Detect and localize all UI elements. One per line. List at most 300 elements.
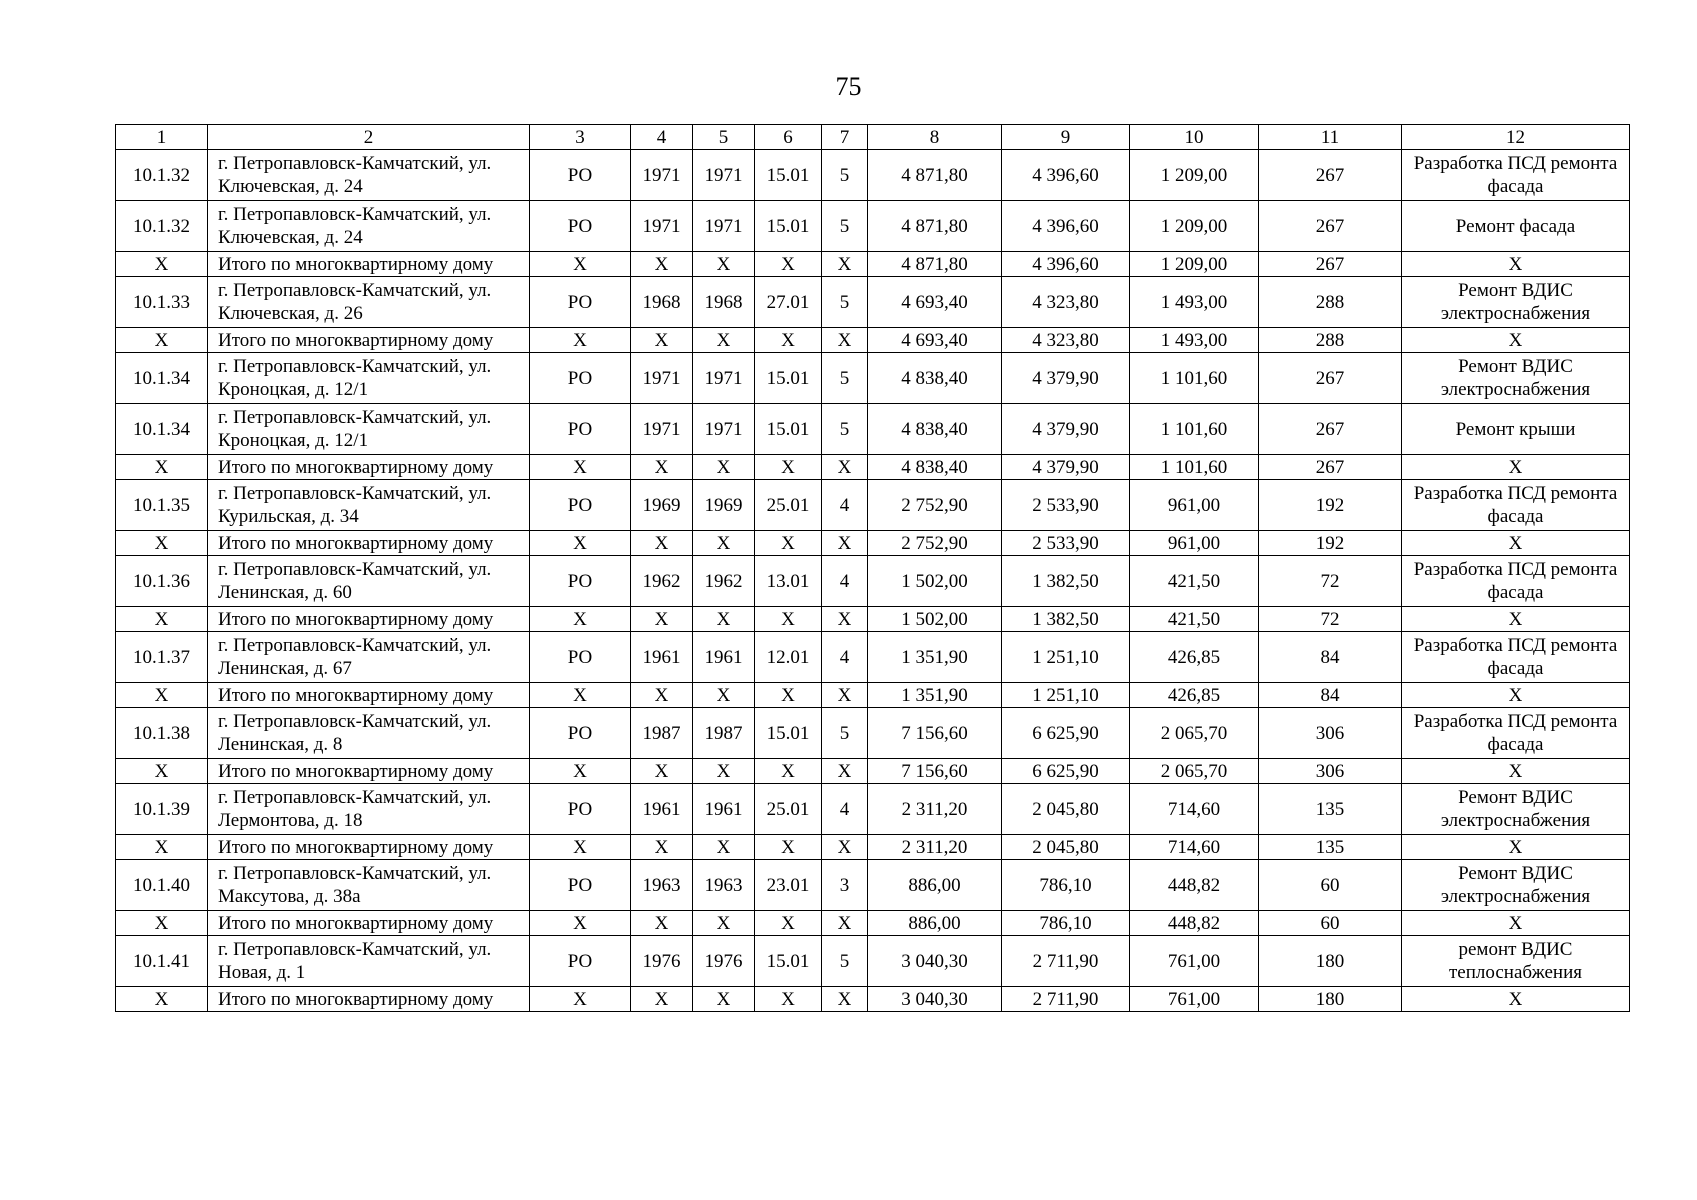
col-total-area-cell: 4 838,40 <box>868 404 1002 455</box>
col-floors-cell: Х <box>822 911 868 936</box>
col-residential-area-cell: 1 101,60 <box>1130 455 1259 480</box>
col-floors-cell: Х <box>822 987 868 1012</box>
col-commission-year-cell: Х <box>693 455 755 480</box>
col-owner-cell: Х <box>530 987 631 1012</box>
col-built-year-cell: Х <box>631 911 693 936</box>
col-wall-code-cell: Х <box>755 328 822 353</box>
table-row <box>116 404 1630 455</box>
col-row-code-cell: Х <box>116 835 208 860</box>
total-row <box>116 759 1630 784</box>
col-residential-area-cell: 761,00 <box>1130 987 1259 1012</box>
col-address-cell: г. Петропавловск-Камчатский, ул. Ключевская, д. 26 <box>208 277 530 328</box>
col-total-area-cell: 2 752,90 <box>868 480 1002 531</box>
col-residents-cell: 288 <box>1259 328 1402 353</box>
col-total-area-cell: 4 871,80 <box>868 252 1002 277</box>
col-address-cell: г. Петропавловск-Камчатский, ул. Ленинская, д. 8 <box>208 708 530 759</box>
col-wall-code-cell: Х <box>755 607 822 632</box>
col-floors-cell: Х <box>822 835 868 860</box>
col-address-cell: Итого по многоквартирному дому <box>208 607 530 632</box>
col-commission-year-cell: 1969 <box>693 480 755 531</box>
col-floors-cell: Х <box>822 252 868 277</box>
total-row <box>116 328 1630 353</box>
col-residents-cell: 60 <box>1259 911 1402 936</box>
col-residential-area-cell: 421,50 <box>1130 607 1259 632</box>
col-commission-year-cell: 1968 <box>693 277 755 328</box>
col-address-cell: г. Петропавловск-Камчатский, ул. Ключевская, д. 24 <box>208 201 530 252</box>
table-row <box>116 150 1630 201</box>
column-number-11: 11 <box>1259 125 1402 150</box>
col-owner-cell: РО <box>530 632 631 683</box>
col-row-code-cell: 10.1.34 <box>116 404 208 455</box>
col-premises-area-cell: 2 711,90 <box>1002 987 1130 1012</box>
col-owner-cell: Х <box>530 328 631 353</box>
col-residential-area-cell: 1 101,60 <box>1130 353 1259 404</box>
table-body <box>116 150 1630 1012</box>
col-row-code-cell: Х <box>116 455 208 480</box>
col-commission-year-cell: Х <box>693 607 755 632</box>
col-premises-area-cell: 2 711,90 <box>1002 936 1130 987</box>
col-work-type-cell: Разработка ПСД ремонта фасада <box>1402 480 1630 531</box>
total-row <box>116 683 1630 708</box>
col-commission-year-cell: Х <box>693 911 755 936</box>
column-number-1: 1 <box>116 125 208 150</box>
column-number-row <box>116 125 1630 150</box>
col-total-area-cell: 1 502,00 <box>868 607 1002 632</box>
col-row-code-cell: Х <box>116 987 208 1012</box>
col-row-code-cell: Х <box>116 531 208 556</box>
col-row-code-cell: 10.1.32 <box>116 150 208 201</box>
col-premises-area-cell: 1 382,50 <box>1002 556 1130 607</box>
col-floors-cell: 5 <box>822 150 868 201</box>
col-row-code-cell: Х <box>116 328 208 353</box>
col-address-cell: г. Петропавловск-Камчатский, ул. Ленинская, д. 60 <box>208 556 530 607</box>
col-owner-cell: РО <box>530 150 631 201</box>
col-residents-cell: 60 <box>1259 860 1402 911</box>
col-built-year-cell: 1976 <box>631 936 693 987</box>
col-built-year-cell: Х <box>631 328 693 353</box>
col-floors-cell: Х <box>822 683 868 708</box>
col-built-year-cell: 1971 <box>631 404 693 455</box>
col-total-area-cell: 7 156,60 <box>868 708 1002 759</box>
col-commission-year-cell: 1961 <box>693 784 755 835</box>
registry-table <box>115 124 1630 1012</box>
col-wall-code-cell: 13.01 <box>755 556 822 607</box>
col-work-type-cell: Х <box>1402 607 1630 632</box>
table-row <box>116 556 1630 607</box>
col-premises-area-cell: 4 379,90 <box>1002 353 1130 404</box>
col-wall-code-cell: 23.01 <box>755 860 822 911</box>
col-row-code-cell: Х <box>116 252 208 277</box>
col-residents-cell: 135 <box>1259 835 1402 860</box>
col-commission-year-cell: 1963 <box>693 860 755 911</box>
col-residential-area-cell: 1 493,00 <box>1130 277 1259 328</box>
col-built-year-cell: Х <box>631 531 693 556</box>
col-floors-cell: Х <box>822 328 868 353</box>
col-address-cell: Итого по многоквартирному дому <box>208 252 530 277</box>
col-row-code-cell: 10.1.40 <box>116 860 208 911</box>
col-premises-area-cell: 1 251,10 <box>1002 683 1130 708</box>
col-premises-area-cell: 6 625,90 <box>1002 759 1130 784</box>
col-total-area-cell: 4 871,80 <box>868 201 1002 252</box>
column-number-9: 9 <box>1002 125 1130 150</box>
col-address-cell: Итого по многоквартирному дому <box>208 531 530 556</box>
column-number-6: 6 <box>755 125 822 150</box>
col-address-cell: Итого по многоквартирному дому <box>208 328 530 353</box>
col-work-type-cell: Х <box>1402 455 1630 480</box>
table-row <box>116 480 1630 531</box>
col-work-type-cell: ремонт ВДИС теплоснабжения <box>1402 936 1630 987</box>
col-wall-code-cell: 15.01 <box>755 708 822 759</box>
col-residents-cell: 135 <box>1259 784 1402 835</box>
col-commission-year-cell: 1971 <box>693 201 755 252</box>
col-commission-year-cell: Х <box>693 987 755 1012</box>
col-owner-cell: РО <box>530 404 631 455</box>
col-row-code-cell: 10.1.35 <box>116 480 208 531</box>
col-owner-cell: Х <box>530 835 631 860</box>
col-floors-cell: 4 <box>822 784 868 835</box>
col-residential-area-cell: 1 209,00 <box>1130 150 1259 201</box>
col-residents-cell: 267 <box>1259 353 1402 404</box>
col-premises-area-cell: 2 045,80 <box>1002 835 1130 860</box>
col-total-area-cell: 4 693,40 <box>868 328 1002 353</box>
col-total-area-cell: 2 311,20 <box>868 835 1002 860</box>
col-work-type-cell: Разработка ПСД ремонта фасада <box>1402 150 1630 201</box>
total-row <box>116 531 1630 556</box>
col-commission-year-cell: 1971 <box>693 353 755 404</box>
col-built-year-cell: 1962 <box>631 556 693 607</box>
col-row-code-cell: 10.1.37 <box>116 632 208 683</box>
col-address-cell: Итого по многоквартирному дому <box>208 911 530 936</box>
col-row-code-cell: 10.1.33 <box>116 277 208 328</box>
col-row-code-cell: Х <box>116 683 208 708</box>
col-work-type-cell: Х <box>1402 328 1630 353</box>
col-commission-year-cell: 1962 <box>693 556 755 607</box>
col-total-area-cell: 1 502,00 <box>868 556 1002 607</box>
col-built-year-cell: Х <box>631 759 693 784</box>
table-row <box>116 353 1630 404</box>
column-number-5: 5 <box>693 125 755 150</box>
col-owner-cell: РО <box>530 277 631 328</box>
col-work-type-cell: Х <box>1402 987 1630 1012</box>
col-residential-area-cell: 2 065,70 <box>1130 708 1259 759</box>
col-wall-code-cell: 15.01 <box>755 150 822 201</box>
total-row <box>116 987 1630 1012</box>
col-work-type-cell: Разработка ПСД ремонта фасада <box>1402 708 1630 759</box>
col-residents-cell: 84 <box>1259 683 1402 708</box>
table-row <box>116 277 1630 328</box>
table-row <box>116 860 1630 911</box>
col-address-cell: Итого по многоквартирному дому <box>208 683 530 708</box>
col-address-cell: Итого по многоквартирному дому <box>208 987 530 1012</box>
col-premises-area-cell: 4 323,80 <box>1002 328 1130 353</box>
col-work-type-cell: Ремонт ВДИС электроснабжения <box>1402 277 1630 328</box>
col-row-code-cell: Х <box>116 759 208 784</box>
col-residents-cell: 306 <box>1259 708 1402 759</box>
col-total-area-cell: 3 040,30 <box>868 936 1002 987</box>
col-row-code-cell: 10.1.39 <box>116 784 208 835</box>
col-built-year-cell: 1968 <box>631 277 693 328</box>
col-row-code-cell: 10.1.36 <box>116 556 208 607</box>
col-residential-area-cell: 714,60 <box>1130 835 1259 860</box>
col-residential-area-cell: 448,82 <box>1130 911 1259 936</box>
table-row <box>116 632 1630 683</box>
col-wall-code-cell: 25.01 <box>755 784 822 835</box>
col-wall-code-cell: 12.01 <box>755 632 822 683</box>
col-total-area-cell: 1 351,90 <box>868 683 1002 708</box>
col-total-area-cell: 886,00 <box>868 911 1002 936</box>
col-wall-code-cell: 15.01 <box>755 353 822 404</box>
col-work-type-cell: Ремонт ВДИС электроснабжения <box>1402 353 1630 404</box>
col-residential-area-cell: 448,82 <box>1130 860 1259 911</box>
col-wall-code-cell: Х <box>755 987 822 1012</box>
col-address-cell: г. Петропавловск-Камчатский, ул. Курильская, д. 34 <box>208 480 530 531</box>
col-total-area-cell: 2 752,90 <box>868 531 1002 556</box>
col-wall-code-cell: 25.01 <box>755 480 822 531</box>
col-address-cell: г. Петропавловск-Камчатский, ул. Лермонтова, д. 18 <box>208 784 530 835</box>
col-residential-area-cell: 1 209,00 <box>1130 201 1259 252</box>
col-owner-cell: РО <box>530 480 631 531</box>
col-wall-code-cell: 15.01 <box>755 404 822 455</box>
col-owner-cell: РО <box>530 784 631 835</box>
col-residential-area-cell: 961,00 <box>1130 531 1259 556</box>
col-premises-area-cell: 786,10 <box>1002 860 1130 911</box>
column-number-3: 3 <box>530 125 631 150</box>
column-number-7: 7 <box>822 125 868 150</box>
col-built-year-cell: Х <box>631 987 693 1012</box>
col-owner-cell: Х <box>530 531 631 556</box>
total-row <box>116 835 1630 860</box>
col-built-year-cell: Х <box>631 683 693 708</box>
col-wall-code-cell: Х <box>755 252 822 277</box>
col-built-year-cell: 1987 <box>631 708 693 759</box>
col-floors-cell: Х <box>822 455 868 480</box>
col-work-type-cell: Х <box>1402 252 1630 277</box>
col-address-cell: Итого по многоквартирному дому <box>208 455 530 480</box>
col-owner-cell: РО <box>530 201 631 252</box>
col-address-cell: г. Петропавловск-Камчатский, ул. Ключевская, д. 24 <box>208 150 530 201</box>
col-floors-cell: 4 <box>822 480 868 531</box>
col-floors-cell: 5 <box>822 708 868 759</box>
col-premises-area-cell: 2 533,90 <box>1002 480 1130 531</box>
col-premises-area-cell: 4 323,80 <box>1002 277 1130 328</box>
col-floors-cell: 4 <box>822 556 868 607</box>
col-residents-cell: 288 <box>1259 277 1402 328</box>
column-number-4: 4 <box>631 125 693 150</box>
col-owner-cell: РО <box>530 936 631 987</box>
col-residential-area-cell: 761,00 <box>1130 936 1259 987</box>
col-residents-cell: 192 <box>1259 531 1402 556</box>
col-owner-cell: Х <box>530 683 631 708</box>
col-floors-cell: 5 <box>822 404 868 455</box>
col-total-area-cell: 4 693,40 <box>868 277 1002 328</box>
col-premises-area-cell: 4 396,60 <box>1002 201 1130 252</box>
col-work-type-cell: Х <box>1402 683 1630 708</box>
col-residential-area-cell: 421,50 <box>1130 556 1259 607</box>
col-residents-cell: 267 <box>1259 404 1402 455</box>
col-residents-cell: 267 <box>1259 252 1402 277</box>
col-commission-year-cell: 1971 <box>693 404 755 455</box>
col-residents-cell: 267 <box>1259 201 1402 252</box>
col-built-year-cell: Х <box>631 607 693 632</box>
col-premises-area-cell: 4 379,90 <box>1002 404 1130 455</box>
col-built-year-cell: 1961 <box>631 784 693 835</box>
col-premises-area-cell: 1 251,10 <box>1002 632 1130 683</box>
col-owner-cell: Х <box>530 607 631 632</box>
total-row <box>116 607 1630 632</box>
col-residential-area-cell: 1 493,00 <box>1130 328 1259 353</box>
col-residents-cell: 72 <box>1259 607 1402 632</box>
col-residential-area-cell: 1 101,60 <box>1130 404 1259 455</box>
col-residential-area-cell: 426,85 <box>1130 683 1259 708</box>
col-work-type-cell: Разработка ПСД ремонта фасада <box>1402 556 1630 607</box>
col-residents-cell: 267 <box>1259 150 1402 201</box>
col-commission-year-cell: Х <box>693 759 755 784</box>
total-row <box>116 911 1630 936</box>
col-premises-area-cell: 4 396,60 <box>1002 252 1130 277</box>
col-total-area-cell: 7 156,60 <box>868 759 1002 784</box>
col-owner-cell: Х <box>530 252 631 277</box>
total-row <box>116 252 1630 277</box>
col-commission-year-cell: Х <box>693 328 755 353</box>
col-row-code-cell: 10.1.38 <box>116 708 208 759</box>
col-built-year-cell: 1971 <box>631 201 693 252</box>
col-commission-year-cell: Х <box>693 835 755 860</box>
col-residents-cell: 306 <box>1259 759 1402 784</box>
col-floors-cell: 5 <box>822 201 868 252</box>
col-address-cell: г. Петропавловск-Камчатский, ул. Ленинская, д. 67 <box>208 632 530 683</box>
col-work-type-cell: Х <box>1402 759 1630 784</box>
col-owner-cell: Х <box>530 911 631 936</box>
col-owner-cell: РО <box>530 353 631 404</box>
col-wall-code-cell: 15.01 <box>755 201 822 252</box>
col-row-code-cell: 10.1.32 <box>116 201 208 252</box>
col-built-year-cell: Х <box>631 835 693 860</box>
col-wall-code-cell: Х <box>755 531 822 556</box>
col-address-cell: Итого по многоквартирному дому <box>208 835 530 860</box>
col-premises-area-cell: 6 625,90 <box>1002 708 1130 759</box>
col-residents-cell: 84 <box>1259 632 1402 683</box>
col-premises-area-cell: 4 379,90 <box>1002 455 1130 480</box>
col-owner-cell: Х <box>530 455 631 480</box>
col-wall-code-cell: Х <box>755 455 822 480</box>
page-number: 75 <box>835 72 862 101</box>
col-wall-code-cell: Х <box>755 759 822 784</box>
table-row <box>116 936 1630 987</box>
col-built-year-cell: Х <box>631 455 693 480</box>
col-total-area-cell: 4 838,40 <box>868 455 1002 480</box>
table-row <box>116 708 1630 759</box>
col-address-cell: г. Петропавловск-Камчатский, ул. Кроноцкая, д. 12/1 <box>208 404 530 455</box>
col-work-type-cell: Ремонт крыши <box>1402 404 1630 455</box>
col-residential-area-cell: 961,00 <box>1130 480 1259 531</box>
col-commission-year-cell: 1976 <box>693 936 755 987</box>
col-row-code-cell: 10.1.34 <box>116 353 208 404</box>
col-total-area-cell: 3 040,30 <box>868 987 1002 1012</box>
col-work-type-cell: Ремонт ВДИС электроснабжения <box>1402 784 1630 835</box>
col-residential-area-cell: 714,60 <box>1130 784 1259 835</box>
column-number-2: 2 <box>208 125 530 150</box>
col-floors-cell: 4 <box>822 632 868 683</box>
total-row <box>116 455 1630 480</box>
table-row <box>116 201 1630 252</box>
col-residents-cell: 180 <box>1259 936 1402 987</box>
col-work-type-cell: Х <box>1402 531 1630 556</box>
col-row-code-cell: Х <box>116 607 208 632</box>
col-residents-cell: 72 <box>1259 556 1402 607</box>
col-residents-cell: 192 <box>1259 480 1402 531</box>
col-work-type-cell: Х <box>1402 835 1630 860</box>
col-premises-area-cell: 4 396,60 <box>1002 150 1130 201</box>
col-premises-area-cell: 2 533,90 <box>1002 531 1130 556</box>
col-total-area-cell: 4 838,40 <box>868 353 1002 404</box>
col-total-area-cell: 4 871,80 <box>868 150 1002 201</box>
col-built-year-cell: Х <box>631 252 693 277</box>
col-commission-year-cell: 1961 <box>693 632 755 683</box>
col-residential-area-cell: 2 065,70 <box>1130 759 1259 784</box>
column-number-8: 8 <box>868 125 1002 150</box>
col-address-cell: г. Петропавловск-Камчатский, ул. Кроноцкая, д. 12/1 <box>208 353 530 404</box>
col-commission-year-cell: 1987 <box>693 708 755 759</box>
col-floors-cell: 5 <box>822 277 868 328</box>
col-work-type-cell: Ремонт фасада <box>1402 201 1630 252</box>
col-total-area-cell: 2 311,20 <box>868 784 1002 835</box>
col-floors-cell: Х <box>822 531 868 556</box>
col-premises-area-cell: 1 382,50 <box>1002 607 1130 632</box>
col-built-year-cell: 1963 <box>631 860 693 911</box>
col-built-year-cell: 1969 <box>631 480 693 531</box>
column-number-10: 10 <box>1130 125 1259 150</box>
col-residential-area-cell: 1 209,00 <box>1130 252 1259 277</box>
col-wall-code-cell: 27.01 <box>755 277 822 328</box>
col-address-cell: г. Петропавловск-Камчатский, ул. Максутова, д. 38а <box>208 860 530 911</box>
table-row <box>116 784 1630 835</box>
col-work-type-cell: Х <box>1402 911 1630 936</box>
col-wall-code-cell: Х <box>755 835 822 860</box>
col-floors-cell: 5 <box>822 353 868 404</box>
col-premises-area-cell: 2 045,80 <box>1002 784 1130 835</box>
col-commission-year-cell: Х <box>693 531 755 556</box>
col-owner-cell: Х <box>530 759 631 784</box>
col-commission-year-cell: 1971 <box>693 150 755 201</box>
col-built-year-cell: 1971 <box>631 150 693 201</box>
col-floors-cell: 5 <box>822 936 868 987</box>
col-owner-cell: РО <box>530 860 631 911</box>
col-owner-cell: РО <box>530 708 631 759</box>
col-wall-code-cell: 15.01 <box>755 936 822 987</box>
col-commission-year-cell: Х <box>693 683 755 708</box>
col-total-area-cell: 886,00 <box>868 860 1002 911</box>
col-address-cell: г. Петропавловск-Камчатский, ул. Новая, д. 1 <box>208 936 530 987</box>
col-wall-code-cell: Х <box>755 683 822 708</box>
col-residents-cell: 180 <box>1259 987 1402 1012</box>
col-row-code-cell: 10.1.41 <box>116 936 208 987</box>
col-built-year-cell: 1961 <box>631 632 693 683</box>
col-floors-cell: 3 <box>822 860 868 911</box>
col-work-type-cell: Разработка ПСД ремонта фасада <box>1402 632 1630 683</box>
col-owner-cell: РО <box>530 556 631 607</box>
col-row-code-cell: Х <box>116 911 208 936</box>
column-number-12: 12 <box>1402 125 1630 150</box>
col-total-area-cell: 1 351,90 <box>868 632 1002 683</box>
col-wall-code-cell: Х <box>755 911 822 936</box>
col-address-cell: Итого по многоквартирному дому <box>208 759 530 784</box>
col-work-type-cell: Ремонт ВДИС электроснабжения <box>1402 860 1630 911</box>
col-built-year-cell: 1971 <box>631 353 693 404</box>
col-floors-cell: Х <box>822 607 868 632</box>
col-residential-area-cell: 426,85 <box>1130 632 1259 683</box>
col-residents-cell: 267 <box>1259 455 1402 480</box>
col-commission-year-cell: Х <box>693 252 755 277</box>
